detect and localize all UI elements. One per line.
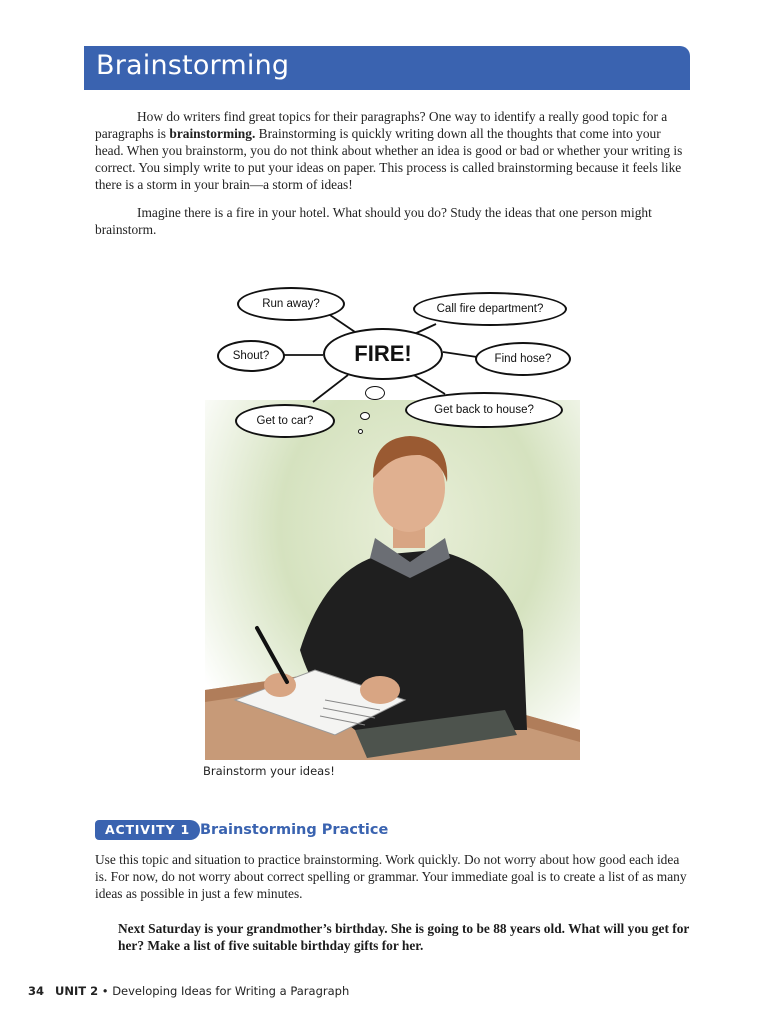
activity-title: Brainstorming Practice xyxy=(200,822,389,838)
page-title: Brainstorming xyxy=(96,50,290,81)
activity-label: ACTIVITY 1 xyxy=(95,820,200,840)
page-footer xyxy=(28,984,349,998)
thought-dot-large xyxy=(365,386,385,400)
central-idea-fire: FIRE! xyxy=(323,328,443,380)
intro-text-b: Brainstorming is quickly writing down all the thoughts that come into your head. When you brainstorm, you do not think about whether an idea is good or bad or whether your writing is correct. You simply write to put your ideas on paper. This process is called brainstorming because it feels like there is a storm in your brain—a storm of ideas! xyxy=(95,126,683,192)
intro-paragraph-2: Imagine there is a fire in your hotel. What should you do? Study the ideas that one person might brainstorm. xyxy=(95,205,652,237)
page-number: 34 xyxy=(28,984,45,998)
idea-bubble-call-fire-department: Call fire department? xyxy=(413,292,567,326)
idea-bubble-run-away: Run away? xyxy=(237,287,345,321)
intro-paragraph-1 xyxy=(95,108,687,193)
key-term: brainstorming. xyxy=(169,126,256,141)
idea-bubble-shout: Shout? xyxy=(217,340,285,372)
thinking-man-photo xyxy=(205,400,580,760)
activity-instructions: Use this topic and situation to practice brainstorming. Work quickly. Do not worry about how good each idea is. For now, do not worry about correct spelling or grammar. Your immediate goal is to create a list of as many ideas as possible in just a few minutes. xyxy=(95,852,687,901)
thought-dot-small xyxy=(358,429,363,434)
thought-dot-medium xyxy=(360,412,370,420)
figure-caption: Brainstorm your ideas! xyxy=(203,764,335,778)
idea-bubble-find-hose: Find hose? xyxy=(475,342,571,376)
footer-separator: • xyxy=(98,984,113,998)
brainstorm-figure xyxy=(205,282,580,760)
unit-label: UNIT 2 xyxy=(54,984,99,998)
unit-title: Developing Ideas for Writing a Paragraph xyxy=(112,984,350,998)
intro-text-a: How do writers find great topics for their paragraphs? One way to identify a really good topic for a paragraphs is xyxy=(95,109,668,141)
idea-bubble-get-back-to-house: Get back to house? xyxy=(405,392,563,428)
idea-bubble-get-to-car: Get to car? xyxy=(235,404,335,438)
title-banner xyxy=(84,46,690,90)
activity-prompt: Next Saturday is your grandmother’s birthday. She is going to be 88 years old. What will you get for her? Make a list of five suitable birthday gifts for her. xyxy=(118,921,690,953)
man-at-desk-illustration xyxy=(205,400,580,760)
